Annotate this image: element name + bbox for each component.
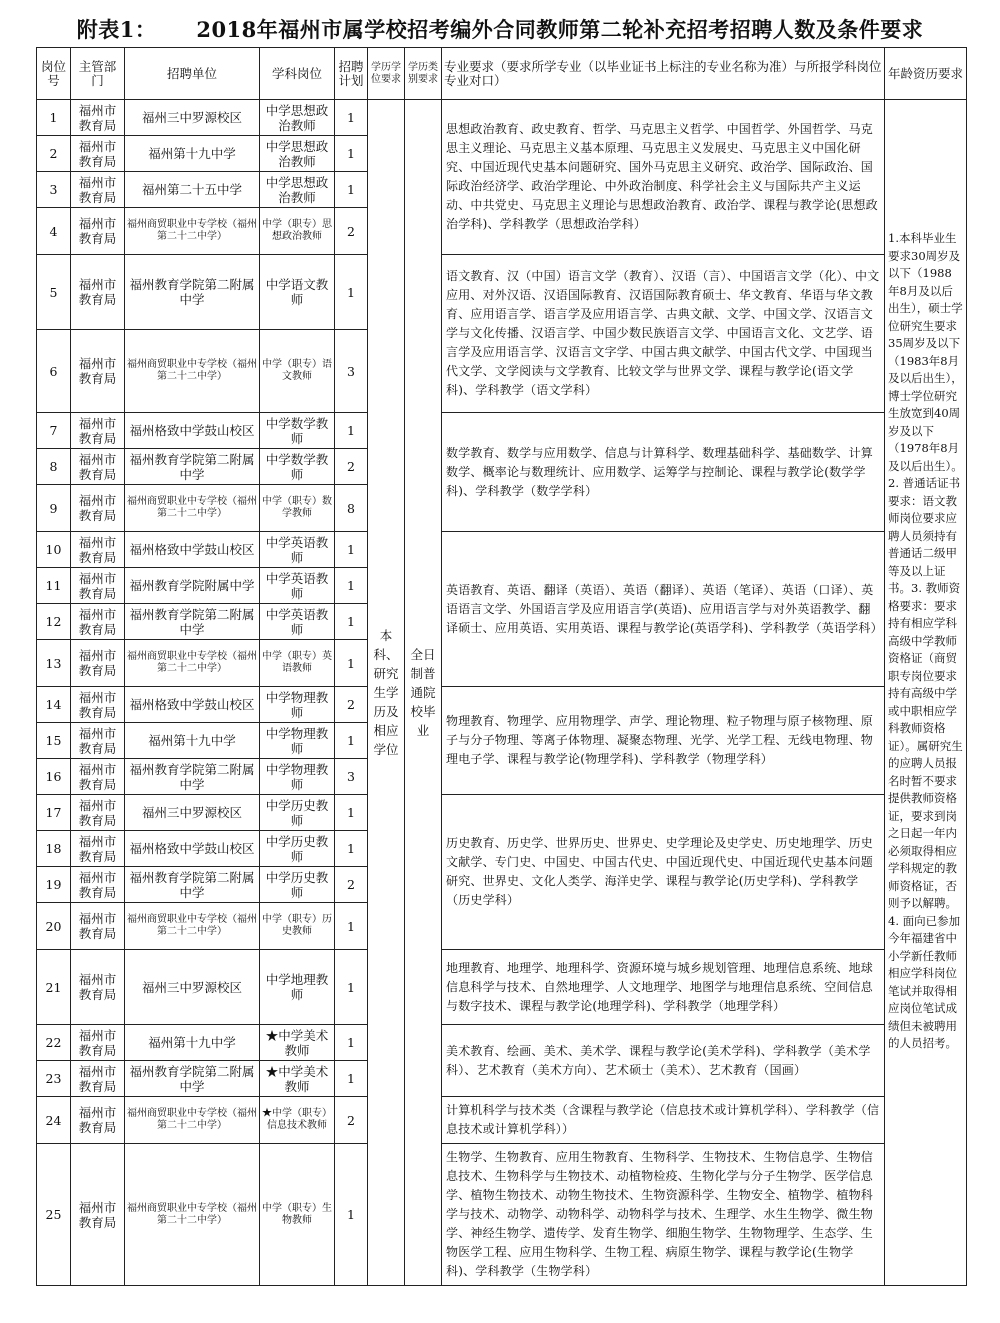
- cell-unit: 福州三中罗源校区: [125, 950, 260, 1025]
- cell-major-english: 英语教育、英语、翻译（英语）、英语（翻译）、英语（笔译）、英语（口译）、英语语言文学、外国语言学及应用语言学(英语)、应用语言学与对外英语教学、翻译硕士、应用英语、实用英语、课程与教学论(英语学科)、学科教学（英语学科）: [442, 532, 885, 687]
- cell-unit: 福州教育学院第二附属中学: [125, 759, 260, 795]
- cell-plan: 8: [335, 485, 368, 532]
- cell-major-art: 美术教育、绘画、美术、美术学、课程与教学论(美术学科)、学科教学（美术学科）、艺术教育（美术方向）、艺术硕士（美术）、艺术教育（国画）: [442, 1025, 885, 1097]
- cell-post: 中学语文教师: [260, 255, 335, 330]
- header-unit: 招聘单位: [125, 48, 260, 100]
- cell-plan: 1: [335, 903, 368, 950]
- cell-unit: 福州第十九中学: [125, 723, 260, 759]
- cell-post: 中学（职专）语文教师: [260, 330, 335, 413]
- header-dept: 主管部门: [71, 48, 125, 100]
- cell-unit: 福州格致中学鼓山校区: [125, 532, 260, 568]
- cell-unit: 福州第十九中学: [125, 1025, 260, 1061]
- cell-post: 中学（职专）思想政治教师: [260, 208, 335, 255]
- cell-post: 中学物理教师: [260, 723, 335, 759]
- cell-edu-req: 本科、研究生学历及相应学位: [368, 100, 405, 1286]
- table-body: [37, 100, 967, 1286]
- cell-no: 15: [37, 723, 71, 759]
- cell-no: 13: [37, 640, 71, 687]
- cell-no: 6: [37, 330, 71, 413]
- cell-unit: 福州商贸职业中专学校（福州第二十二中学）: [125, 208, 260, 255]
- cell-dept: 福州市教育局: [71, 532, 125, 568]
- cell-post: ★中学（职专）信息技术教师: [260, 1097, 335, 1144]
- cell-dept: 福州市教育局: [71, 604, 125, 640]
- cell-plan: 1: [335, 604, 368, 640]
- cell-major-history: 历史教育、历史学、世界历史、世界史、史学理论及史学史、历史地理学、历史文献学、专门史、中国史、中国古代史、中国近现代史、中国近现代史基本问题研究、世界史、文化人类学、海洋史学、课程与教学论(历史学科)、学科教学（历史学科）: [442, 795, 885, 950]
- cell-no: 2: [37, 136, 71, 172]
- cell-major-it: 计算机科学与技术类（含课程与教学论（信息技术或计算机学科）、学科教学（信息技术或计算机学科））: [442, 1097, 885, 1144]
- cell-post: 中学历史教师: [260, 831, 335, 867]
- cell-dept: 福州市教育局: [71, 172, 125, 208]
- cell-plan: 2: [335, 208, 368, 255]
- table-row: [37, 1025, 967, 1061]
- cell-no: 21: [37, 950, 71, 1025]
- cell-dept: 福州市教育局: [71, 903, 125, 950]
- cell-dept: 福州市教育局: [71, 723, 125, 759]
- cell-dept: 福州市教育局: [71, 136, 125, 172]
- cell-plan: 1: [335, 1061, 368, 1097]
- cell-no: 24: [37, 1097, 71, 1144]
- cell-plan: 1: [335, 795, 368, 831]
- cell-unit: 福州教育学院第二附属中学: [125, 1061, 260, 1097]
- table-row: [37, 687, 967, 723]
- cell-plan: 1: [335, 172, 368, 208]
- cell-post: 中学（职专）英语教师: [260, 640, 335, 687]
- cell-dept: 福州市教育局: [71, 831, 125, 867]
- cell-plan: 1: [335, 1025, 368, 1061]
- cell-unit: 福州格致中学鼓山校区: [125, 831, 260, 867]
- cell-plan: 2: [335, 867, 368, 903]
- cell-age-req: 1.本科毕业生要求30周岁及以下（1988年8月及以后出生），硕士学位研究生要求35周岁及以下（1983年8月及以后出生），博士学位研究生放宽到40周岁及以下（1978年8月及以后出生）。2. 普通话证书要求：语文教师岗位要求应聘人员须持有普通话二级甲等及以上证书。3. 教师资格要求：要求持有相应学科高级中学教师资格证（商贸职专岗位要求持有高级中学或中职相应学科教师资格证）。属研究生的应聘人员报名时暂不要求提供教师资格证，要求到岗之日起一年内必须取得相应学科规定的教师资格证，否则予以解聘。4. 面向已参加今年福建省中小学新任教师相应学科岗位笔试并取得相应岗位笔试成绩但未被聘用的人员招考。: [885, 100, 967, 1286]
- header-type: 学历类别要求: [405, 48, 442, 100]
- cell-post: 中学历史教师: [260, 867, 335, 903]
- cell-dept: 福州市教育局: [71, 330, 125, 413]
- cell-plan: 1: [335, 723, 368, 759]
- cell-post: 中学历史教师: [260, 795, 335, 831]
- cell-plan: 2: [335, 687, 368, 723]
- cell-no: 8: [37, 449, 71, 485]
- cell-dept: 福州市教育局: [71, 795, 125, 831]
- cell-major-math: 数学教育、数学与应用数学、信息与计算科学、数理基础科学、基础数学、计算数学、概率论与数理统计、应用数学、运筹学与控制论、课程与教学论(数学学科)、学科教学（数学学科）: [442, 413, 885, 532]
- cell-unit: 福州商贸职业中专学校（福州第二十二中学）: [125, 485, 260, 532]
- cell-no: 3: [37, 172, 71, 208]
- cell-unit: 福州第二十五中学: [125, 172, 260, 208]
- cell-post: ★中学美术教师: [260, 1025, 335, 1061]
- cell-dept: 福州市教育局: [71, 1061, 125, 1097]
- cell-unit: 福州商贸职业中专学校（福州第二十二中学）: [125, 903, 260, 950]
- cell-unit: 福州商贸职业中专学校（福州第二十二中学）: [125, 640, 260, 687]
- cell-post: 中学（职专）生物教师: [260, 1144, 335, 1286]
- cell-plan: 1: [335, 100, 368, 136]
- cell-no: 14: [37, 687, 71, 723]
- table-row: [37, 255, 967, 330]
- header-post: 学科岗位: [260, 48, 335, 100]
- cell-dept: 福州市教育局: [71, 640, 125, 687]
- cell-unit: 福州教育学院第二附属中学: [125, 604, 260, 640]
- cell-post: 中学思想政治教师: [260, 100, 335, 136]
- header-plan: 招聘计划: [335, 48, 368, 100]
- cell-post: 中学地理教师: [260, 950, 335, 1025]
- cell-plan: 1: [335, 413, 368, 449]
- cell-dept: 福州市教育局: [71, 208, 125, 255]
- cell-no: 17: [37, 795, 71, 831]
- cell-plan: 2: [335, 449, 368, 485]
- cell-no: 20: [37, 903, 71, 950]
- header-no: 岗位号: [37, 48, 71, 100]
- cell-dept: 福州市教育局: [71, 449, 125, 485]
- header-edu: 学历学位要求: [368, 48, 405, 100]
- cell-dept: 福州市教育局: [71, 1097, 125, 1144]
- cell-unit: 福州格致中学鼓山校区: [125, 413, 260, 449]
- cell-no: 25: [37, 1144, 71, 1286]
- cell-post: 中学思想政治教师: [260, 172, 335, 208]
- title-main: 2018年福州市属学校招考编外合同教师第二轮补充招考招聘人数及条件要求: [196, 17, 924, 42]
- cell-dept: 福州市教育局: [71, 1144, 125, 1286]
- header-major: 专业要求（要求所学专业（以毕业证书上标注的专业名称为准）与所报学科岗位专业对口）: [442, 48, 885, 100]
- table-row: [37, 100, 967, 136]
- cell-dept: 福州市教育局: [71, 950, 125, 1025]
- cell-unit: 福州教育学院第二附属中学: [125, 449, 260, 485]
- cell-dept: 福州市教育局: [71, 867, 125, 903]
- cell-unit: 福州格致中学鼓山校区: [125, 687, 260, 723]
- cell-plan: 2: [335, 1097, 368, 1144]
- recruitment-table: [36, 47, 967, 1286]
- table-row: [37, 795, 967, 831]
- title-prefix: 附表1：: [76, 17, 157, 42]
- cell-no: 23: [37, 1061, 71, 1097]
- cell-plan: 3: [335, 759, 368, 795]
- cell-plan: 1: [335, 1144, 368, 1286]
- cell-major-politics: 思想政治教育、政史教育、哲学、马克思主义哲学、中国哲学、外国哲学、马克思主义理论、马克思主义基本原理、马克思主义发展史、马克思主义中国化研究、中国近现代史基本问题研究、国外马克思主义研究、政治学、国际政治、国际政治经济学、政治学理论、中外政治制度、科学社会主义与国际共产主义运动、中共党史、马克思主义理论与思想政治教育、政治学、课程与教学论(思想政治学科)、学科教学（思想政治学科）: [442, 100, 885, 255]
- cell-post: 中学（职专）数学教师: [260, 485, 335, 532]
- cell-no: 5: [37, 255, 71, 330]
- cell-unit: 福州教育学院第二附属中学: [125, 255, 260, 330]
- table-row: [37, 413, 967, 449]
- cell-no: 18: [37, 831, 71, 867]
- cell-post: 中学（职专）历史教师: [260, 903, 335, 950]
- cell-no: 10: [37, 532, 71, 568]
- cell-no: 16: [37, 759, 71, 795]
- cell-plan: 1: [335, 568, 368, 604]
- cell-dept: 福州市教育局: [71, 759, 125, 795]
- cell-major-physics: 物理教育、物理学、应用物理学、声学、理论物理、粒子物理与原子核物理、原子与分子物理、等离子体物理、凝聚态物理、光学、光学工程、无线电物理、物理电子学、课程与教学论(物理学科)、学科教学（物理学科）: [442, 687, 885, 795]
- cell-type-req: 全日制普通院校毕业: [405, 100, 442, 1286]
- cell-no: 12: [37, 604, 71, 640]
- cell-unit: 福州第十九中学: [125, 136, 260, 172]
- cell-post: 中学英语教师: [260, 532, 335, 568]
- cell-plan: 1: [335, 831, 368, 867]
- cell-plan: 1: [335, 532, 368, 568]
- cell-dept: 福州市教育局: [71, 1025, 125, 1061]
- cell-unit: 福州商贸职业中专学校（福州第二十二中学）: [125, 330, 260, 413]
- cell-dept: 福州市教育局: [71, 485, 125, 532]
- cell-post: 中学数学教师: [260, 413, 335, 449]
- page-title: [0, 14, 1000, 44]
- cell-no: 7: [37, 413, 71, 449]
- cell-post: 中学思想政治教师: [260, 136, 335, 172]
- cell-no: 22: [37, 1025, 71, 1061]
- table-row: [37, 1097, 967, 1144]
- cell-unit: 福州商贸职业中专学校（福州第二十二中学）: [125, 1144, 260, 1286]
- cell-post: 中学数学教师: [260, 449, 335, 485]
- table-row: [37, 1144, 967, 1286]
- cell-plan: 3: [335, 330, 368, 413]
- cell-major-biology: 生物学、生物教育、应用生物教育、生物科学、生物技术、生物信息学、生物信息技术、生物科学与生物技术、动植物检疫、生物化学与分子生物学、医学信息学、植物生物技术、动物生物技术、生物资源科学、生物安全、植物学、植物科学与技术、动物学、动物科学、动物科学与技术、生理学、水生生物学、微生物学、神经生物学、遗传学、发育生物学、细胞生物学、生物物理学、生态学、生物医学工程、应用生物科学、生物工程、病原生物学、课程与教学论(生物学科)、学科教学（生物学科）: [442, 1144, 885, 1286]
- cell-plan: 1: [335, 950, 368, 1025]
- header-age: 年龄资历要求: [885, 48, 967, 100]
- cell-post: 中学物理教师: [260, 687, 335, 723]
- table-row: [37, 950, 967, 1025]
- cell-unit: 福州三中罗源校区: [125, 795, 260, 831]
- cell-dept: 福州市教育局: [71, 687, 125, 723]
- cell-unit: 福州三中罗源校区: [125, 100, 260, 136]
- cell-no: 19: [37, 867, 71, 903]
- header-row: [37, 48, 967, 100]
- cell-plan: 1: [335, 136, 368, 172]
- cell-major-geography: 地理教育、地理学、地理科学、资源环境与城乡规划管理、地理信息系统、地球信息科学与技术、自然地理学、人文地理学、地图学与地理信息系统、空间信息与数字技术、课程与教学论(地理学科)、学科教学（地理学科）: [442, 950, 885, 1025]
- cell-post: 中学物理教师: [260, 759, 335, 795]
- cell-dept: 福州市教育局: [71, 568, 125, 604]
- cell-dept: 福州市教育局: [71, 100, 125, 136]
- cell-no: 1: [37, 100, 71, 136]
- cell-no: 9: [37, 485, 71, 532]
- table-row: [37, 532, 967, 568]
- cell-post: 中学英语教师: [260, 604, 335, 640]
- cell-no: 4: [37, 208, 71, 255]
- cell-unit: 福州教育学院第二附属中学: [125, 867, 260, 903]
- cell-plan: 1: [335, 255, 368, 330]
- cell-dept: 福州市教育局: [71, 255, 125, 330]
- cell-major-chinese: 语文教育、汉（中国）语言文学（教育）、汉语（言）、中国语言文学（化）、中文应用、对外汉语、汉语国际教育、汉语国际教育硕士、华文教育、华语与华文教育、应用语言学、语言学及应用语言学、古典文献、文学、中国文学、汉语言文学与文化传播、汉语言学、中国少数民族语言文学、中国语言文化、文艺学、语言学及应用语言学、汉语言文字学、中国古典文献学、中国古代文学、中国现当代文学、文学阅读与文学教育、比较文学与世界文学、课程与教学论(语文学科)、学科教学（语文学科）: [442, 255, 885, 413]
- cell-unit: 福州教育学院附属中学: [125, 568, 260, 604]
- cell-post: 中学英语教师: [260, 568, 335, 604]
- cell-unit: 福州商贸职业中专学校（福州第二十二中学）: [125, 1097, 260, 1144]
- cell-dept: 福州市教育局: [71, 413, 125, 449]
- cell-post: ★中学美术教师: [260, 1061, 335, 1097]
- cell-plan: 1: [335, 640, 368, 687]
- cell-no: 11: [37, 568, 71, 604]
